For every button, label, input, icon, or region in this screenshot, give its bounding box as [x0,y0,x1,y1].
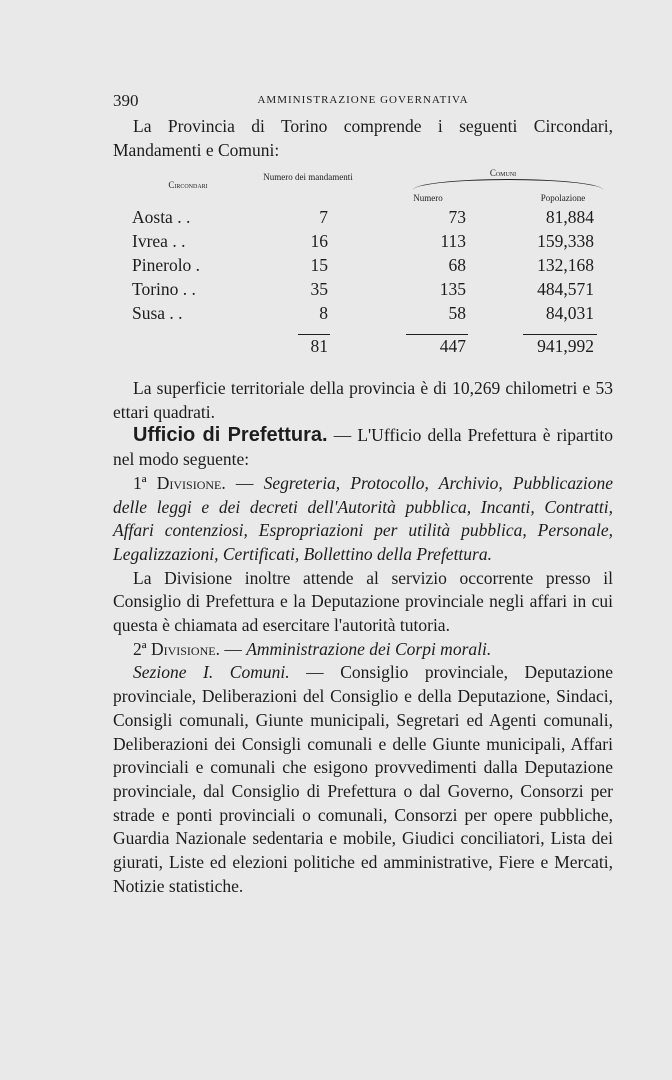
running-head: AMMINISTRAZIONE GOVERNATIVA [257,94,469,106]
row-comuni: 58 [448,303,466,323]
total-rule-popolazione [523,334,597,335]
row-name: Pinerolo . [132,255,201,275]
divisione-1-label: Divisione. [156,472,226,493]
total-rule-comuni [406,334,468,335]
header-comuni: Comuni [489,168,517,178]
table-row [113,303,613,327]
divisione-1-paragraph [113,472,613,567]
row-comuni: 68 [448,255,466,275]
row-name: Susa . . [132,303,183,323]
divisione-2-number: 2ª [133,638,147,659]
row-mandamenti: 8 [319,303,328,323]
row-name: Torino . . [132,279,196,299]
row-mandamenti: 7 [319,207,328,227]
circondari-table [113,168,613,368]
total-comuni: 447 [439,336,466,356]
sezione-1-paragraph [113,661,613,898]
superficie-paragraph: La superficie territoriale della provincia è di 10,269 chilometri e 53 ettari quadrati. [113,378,613,422]
sezione-1-text: — Consiglio provinciale, Deputazione provinciale, Deliberazioni del Consiglio e della Deputazione, Sindaci, Consigli comunali, Giunte municipali, Segretari ed Agenti comunali, Deliberazioni dei Consigli comunali e delle Giunte municipali, Affari provinciali e comunali che esigono provvedimenti dalla Deputazione provinciale, dal Consiglio di Prefettura o dal Governo, Consorzi per strade e ponti provinciali o comunali, Consorzi per opere pubbliche, Guardia Nazionale sedentaria e mobile, Giudici conciliatori, Lista dei giurati, Liste ed elezioni politiche ed amministrative, Fiere e Mercati, Notizie statistiche. [113,662,613,896]
intro-paragraph [113,115,613,162]
divisione-2-text: Amministrazione dei Corpi morali. [246,638,492,659]
ufficio-text: — L'Ufficio della Prefettura è ripartito nel modo seguente: [113,425,613,470]
row-mandamenti: 15 [310,255,328,275]
ufficio-heading: Ufficio di Prefettura. [133,424,328,447]
row-mandamenti: 16 [310,231,328,251]
row-comuni: 73 [448,207,466,227]
divisione-2-paragraph [113,638,613,662]
total-rule-mandamenti [298,334,330,335]
total-mandamenti: 81 [310,336,328,356]
row-name: Aosta . . [132,207,191,227]
divisione-1-dash: — [225,472,264,493]
header-numero: Numero [413,193,443,203]
ufficio-paragraph [113,424,613,471]
divisione-2-label: Divisione. [150,638,220,659]
row-comuni: 135 [439,279,466,299]
row-popolazione: 484,571 [537,279,594,299]
sezione-1-label: Sezione I. Comuni. [133,662,290,683]
page-number: 390 [113,91,139,110]
divisione-1-number: 1ª [133,472,147,493]
row-comuni: 113 [440,231,466,251]
row-popolazione: 81,884 [545,207,594,227]
header-mandamenti: Numero dei mandamenti [263,172,353,182]
page-header [113,91,613,111]
divisione-1-note: La Divisione inoltre attende al servizio occorrente presso il Consiglio di Prefettura e la Deputazione provinciale negli affari in cui questa è chiamata ad esercitare l'autorità tutoria. [113,567,613,636]
row-popolazione: 84,031 [545,303,594,323]
row-popolazione: 132,168 [537,255,594,275]
table-row [113,255,613,279]
row-mandamenti: 35 [310,279,328,299]
totals-row [113,336,613,360]
comuni-brace [413,179,603,190]
body-text [113,377,613,898]
row-name: Ivrea . . [132,231,186,251]
divisione-1-text: Segreteria, Protocollo, Archivio, Pubblicazione delle leggi e dei decreti dell'Autorità pubblica, Incanti, Contratti, Affari contenziosi, Espropriazioni per utilità pubblica, Personale, Legalizzazioni, Certificati, Bollettino della Prefettura. [113,472,614,564]
table-row [113,231,613,255]
intro-text: La Provincia di Torino comprende i seguenti Circondari, Mandamenti e Comuni: [113,116,613,160]
row-popolazione: 159,338 [537,231,594,251]
divisione-2-dash: — [219,638,247,659]
header-circondari: Circondari [168,180,208,190]
header-popolazione: Popolazione [540,193,586,203]
table-row [113,207,613,231]
table-row [113,279,613,303]
total-popolazione: 941,992 [537,336,594,356]
